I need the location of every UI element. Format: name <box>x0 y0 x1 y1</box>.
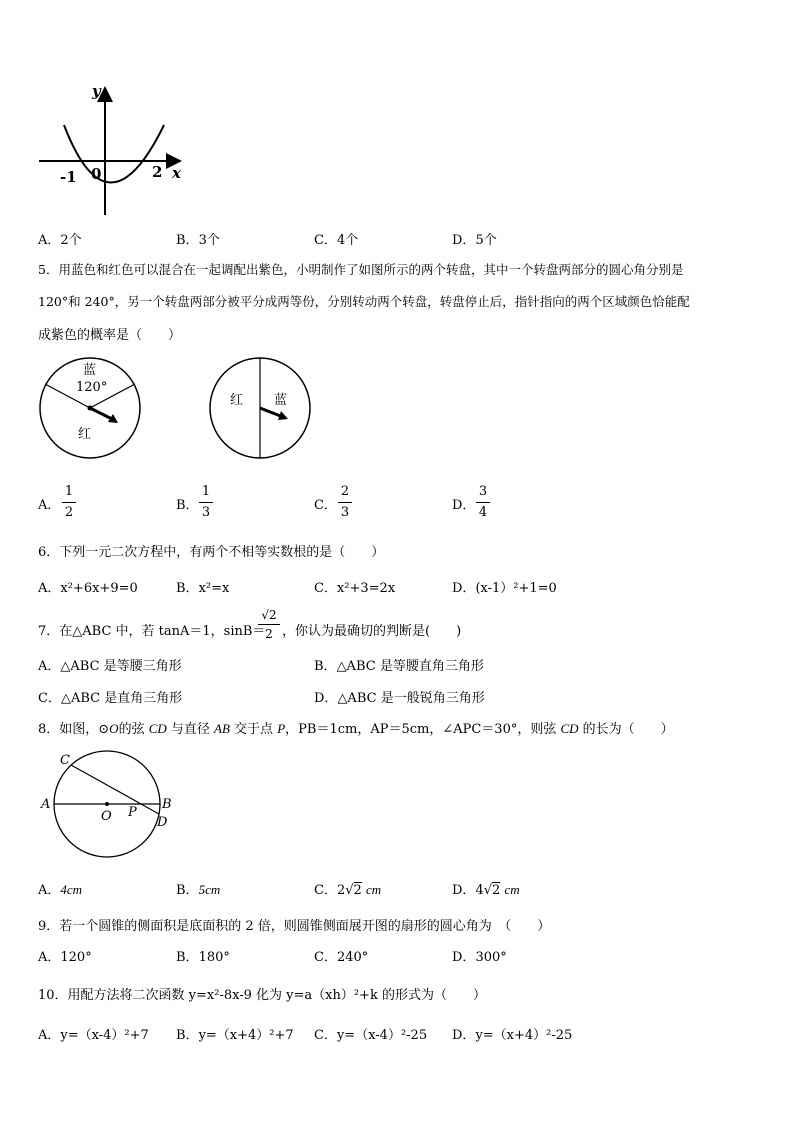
figure-label-b: B <box>162 797 172 812</box>
center-dot <box>105 802 109 806</box>
q7-stem-part1: 7．在△ABC 中，若 tanA＝1，sinB＝ <box>38 624 266 639</box>
q5-stem-line3: 成紫色的概率是（ ） <box>38 328 182 343</box>
q4-option-c[interactable]: C．4个 <box>314 233 359 248</box>
q8-option-c[interactable]: C．2√2 cm <box>314 882 382 898</box>
q5-option-d-letter[interactable]: D． <box>452 498 476 513</box>
spinner1-red-label: 红 <box>78 427 92 442</box>
q9-option-c[interactable]: C．240° <box>314 950 369 965</box>
q9-option-d[interactable]: D．300° <box>452 950 507 965</box>
spinner2-blue-label: 蓝 <box>274 393 288 408</box>
q5-stem-line1: 5．用蓝色和红色可以混合在一起调配出紫色，小明制作了如图所示的两个转盘，其中一个转盘两部分的圆心角分别是 <box>38 262 684 277</box>
q7-stem-part2: ，你认为最确切的判断是( ) <box>282 624 462 639</box>
spinner1-angle-label: 120° <box>76 380 108 395</box>
q4-option-a[interactable]: A．2个 <box>38 233 82 248</box>
spinners-figure <box>38 352 312 462</box>
q10-option-b[interactable]: B．y=（x+4）²+7 <box>176 1028 294 1043</box>
q6-option-b[interactable]: B．x²=x <box>176 581 230 596</box>
q5-option-c-fraction[interactable]: 2 3 <box>338 484 352 521</box>
q6-option-d[interactable]: D．(x-1）²+1=0 <box>452 581 557 596</box>
figure-label-d: D <box>157 815 168 830</box>
q7-option-c[interactable]: C．△ABC 是直角三角形 <box>38 691 183 706</box>
sqrt-icon: √ <box>483 883 493 898</box>
figure-label-c: C <box>60 753 70 768</box>
q6-stem: 6．下列一元二次方程中，有两个不相等实数根的是（ ） <box>38 545 385 560</box>
spinner2-red-label: 红 <box>230 393 244 408</box>
q7-option-b[interactable]: B．△ABC 是等腰直角三角形 <box>314 659 484 674</box>
q5-option-c-letter[interactable]: C． <box>314 498 337 513</box>
q10-stem: 10．用配方法将二次函数 y=x²-8x-9 化为 y=a（xh）²+k 的形式为（ ） <box>38 988 486 1003</box>
q10-option-a[interactable]: A．y=（x-4）²+7 <box>38 1028 149 1043</box>
spinner1-blue-label: 蓝 <box>83 363 97 378</box>
q8-option-b[interactable]: B．5cm <box>176 882 221 898</box>
graph-label-two: 2 <box>152 163 163 181</box>
parabola-graph <box>36 80 186 220</box>
q5-option-b-fraction[interactable]: 1 3 <box>199 484 213 521</box>
graph-label-neg1: -1 <box>60 168 77 186</box>
q6-option-a[interactable]: A．x²+6x+9=0 <box>38 581 138 596</box>
parabola-curve <box>64 125 164 183</box>
q7-option-d[interactable]: D．△ABC 是一般锐角三角形 <box>314 691 485 706</box>
q10-option-d[interactable]: D．y=（x+4）²-25 <box>452 1028 573 1043</box>
q5-option-d-fraction[interactable]: 3 4 <box>476 484 490 521</box>
figure-label-p: P <box>128 805 137 820</box>
q8-stem: 8．如图，⊙O的弦 CD 与直径 AB 交于点 P，PB＝1cm，AP＝5cm，∠APC＝30°，则弦 CD 的长为（ ） <box>38 721 674 737</box>
sqrt-icon: √ <box>345 883 354 898</box>
q5-option-a-letter[interactable]: A． <box>38 498 61 513</box>
chord-cd <box>71 765 159 814</box>
q8-option-d[interactable]: D．4√2 cm <box>452 882 520 898</box>
graph-label-zero: 0 <box>91 165 102 183</box>
q7-option-a[interactable]: A．△ABC 是等腰三角形 <box>38 659 182 674</box>
q4-option-d[interactable]: D．5个 <box>452 233 497 248</box>
figure-label-a: A <box>41 797 51 812</box>
q5-option-b-letter[interactable]: B． <box>176 498 199 513</box>
circle-chord-figure <box>38 748 178 860</box>
q9-option-a[interactable]: A．120° <box>38 950 92 965</box>
q6-option-c[interactable]: C．x²+3=2x <box>314 581 396 596</box>
graph-label-y: y <box>92 82 101 100</box>
q9-stem: 9．若一个圆锥的侧面积是底面积的 2 倍，则圆锥侧面展开图的扇形的圆心角为 （ ） <box>38 919 551 934</box>
figure-label-o: O <box>101 809 112 824</box>
q5-stem-line2: 120°和 240°，另一个转盘两部分被平分成两等份，分别转动两个转盘，转盘停止后，指针指向的两个区域颜色恰能配 <box>38 294 690 309</box>
q10-option-c[interactable]: C．y=（x-4）²-25 <box>314 1028 428 1043</box>
q7-sinb-fraction: √2 2 <box>258 608 280 641</box>
q9-option-b[interactable]: B．180° <box>176 950 230 965</box>
q5-option-a-fraction[interactable]: 1 2 <box>62 484 76 521</box>
graph-label-x: x <box>172 164 181 182</box>
q4-option-b[interactable]: B．3个 <box>176 233 220 248</box>
q8-option-a[interactable]: A．4cm <box>38 882 83 898</box>
